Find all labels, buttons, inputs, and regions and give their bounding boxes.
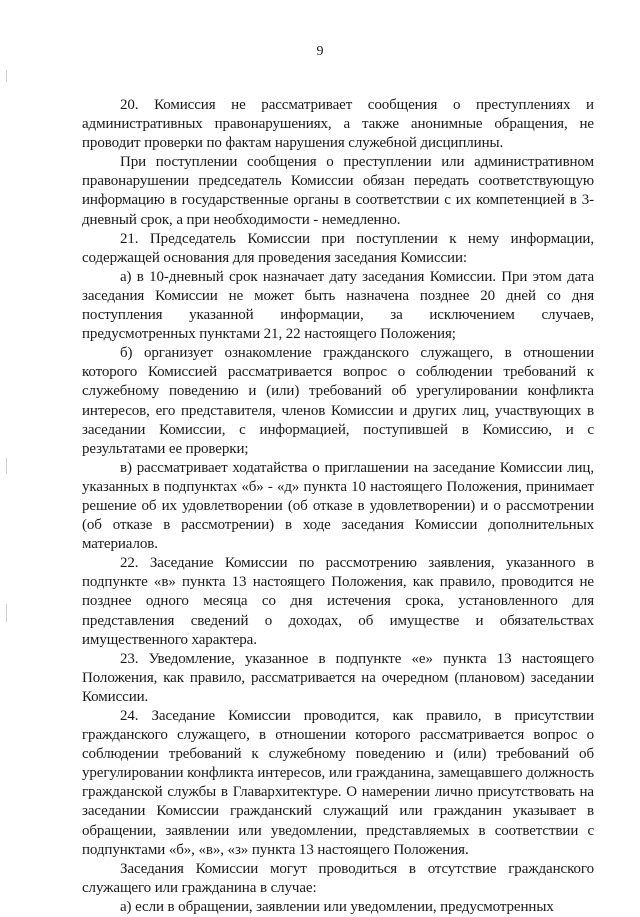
page-number: 9 (316, 44, 324, 59)
paragraph-21-b: б) организует ознакомление гражданского служащего, в отношении которого Комиссией рассматривается вопрос о соблюдении требований к служебному поведению и (или) требований об урегулировании конфликта интересов, его представителя, членов Комиссии и других лиц, участвующих в заседании Комиссии, с информацией, поступившей в Комиссию, и с результатами ее проверки; (82, 345, 594, 457)
scan-margin-mark (6, 604, 7, 622)
paragraph-21-v: в) рассматривает ходатайства о приглашении на заседание Комиссии лиц, указанных в подпунктах «б» - «д» пункта 10 настоящего Положения, принимает решение об их удовлетворении (об отказе в удовлетворении) и о рассмотрении (об отказе в рассмотрении) в ходе заседания Комиссии дополнительных материалов. (82, 459, 594, 553)
paragraph-24-a: а) если в обращении, заявлении или уведомлении, предусмотренных (120, 898, 554, 915)
paragraph-23: 23. Уведомление, указанное в подпункте «е» пункта 13 настоящего Положения, как правило, рассматривается на очередном (плановом) заседании Комиссии. (82, 650, 594, 705)
paragraph-20-continued: При поступлении сообщения о преступлении или административном правонарушении председатель Комиссии обязан передать соответствующую информацию в государственные органы в соответствии с их компетенцией в 3-дневный срок, а при необходимости - немедленно. (82, 154, 594, 228)
scan-margin-mark (6, 458, 7, 474)
paragraph-24-absence: Заседания Комиссии могут проводиться в отсутствие гражданского служащего или гражданина в случае: (82, 860, 594, 896)
paragraph-21-a: а) в 10-дневный срок назначает дату заседания Комиссии. При этом дата заседания Комиссии не может быть назначена позднее 20 дней со дня поступления указанной информации, за исключением случаев, предусмотренных пунктами 21, 22 настоящего Положения; (82, 268, 594, 343)
scan-margin-mark (6, 70, 7, 82)
paragraph-24: 24. Заседание Комиссии проводится, как правило, в присутствии гражданского служащего, в отношении которого рассматривается вопрос о соблюдении требований к служебному поведению и (или) требований об урегулировании конфликта интересов, или гражданина, замещавшего должность гражданской службы в Главархитектуре. О намерении лично присутствовать на заседании Комиссии гражданский служащий или гражданин указывает в обращении, заявлении или уведомлении, представляемых в соответствии с подпунктами «б», «в», «з» пункта 13 настоящего Положения. (82, 708, 594, 858)
paragraph-20: 20. Комиссия не рассматривает сообщения о преступлениях и административных правонарушениях, а также анонимные обращения, не проводит проверки по фактам нарушения служебной дисциплины. (82, 97, 594, 152)
document-body (82, 96, 594, 917)
paragraph-21: 21. Председатель Комиссии при поступлении к нему информации, содержащей основания для проведения заседания Комиссии: (82, 230, 594, 266)
paragraph-22: 22. Заседание Комиссии по рассмотрению заявления, указанного в подпункте «в» пункта 13 настоящего Положения, как правило, проводится не позднее одного месяца со дня истечения срока, установленного для представления сведений о доходах, об имуществе и обязательствах имущественного характера. (82, 555, 594, 648)
